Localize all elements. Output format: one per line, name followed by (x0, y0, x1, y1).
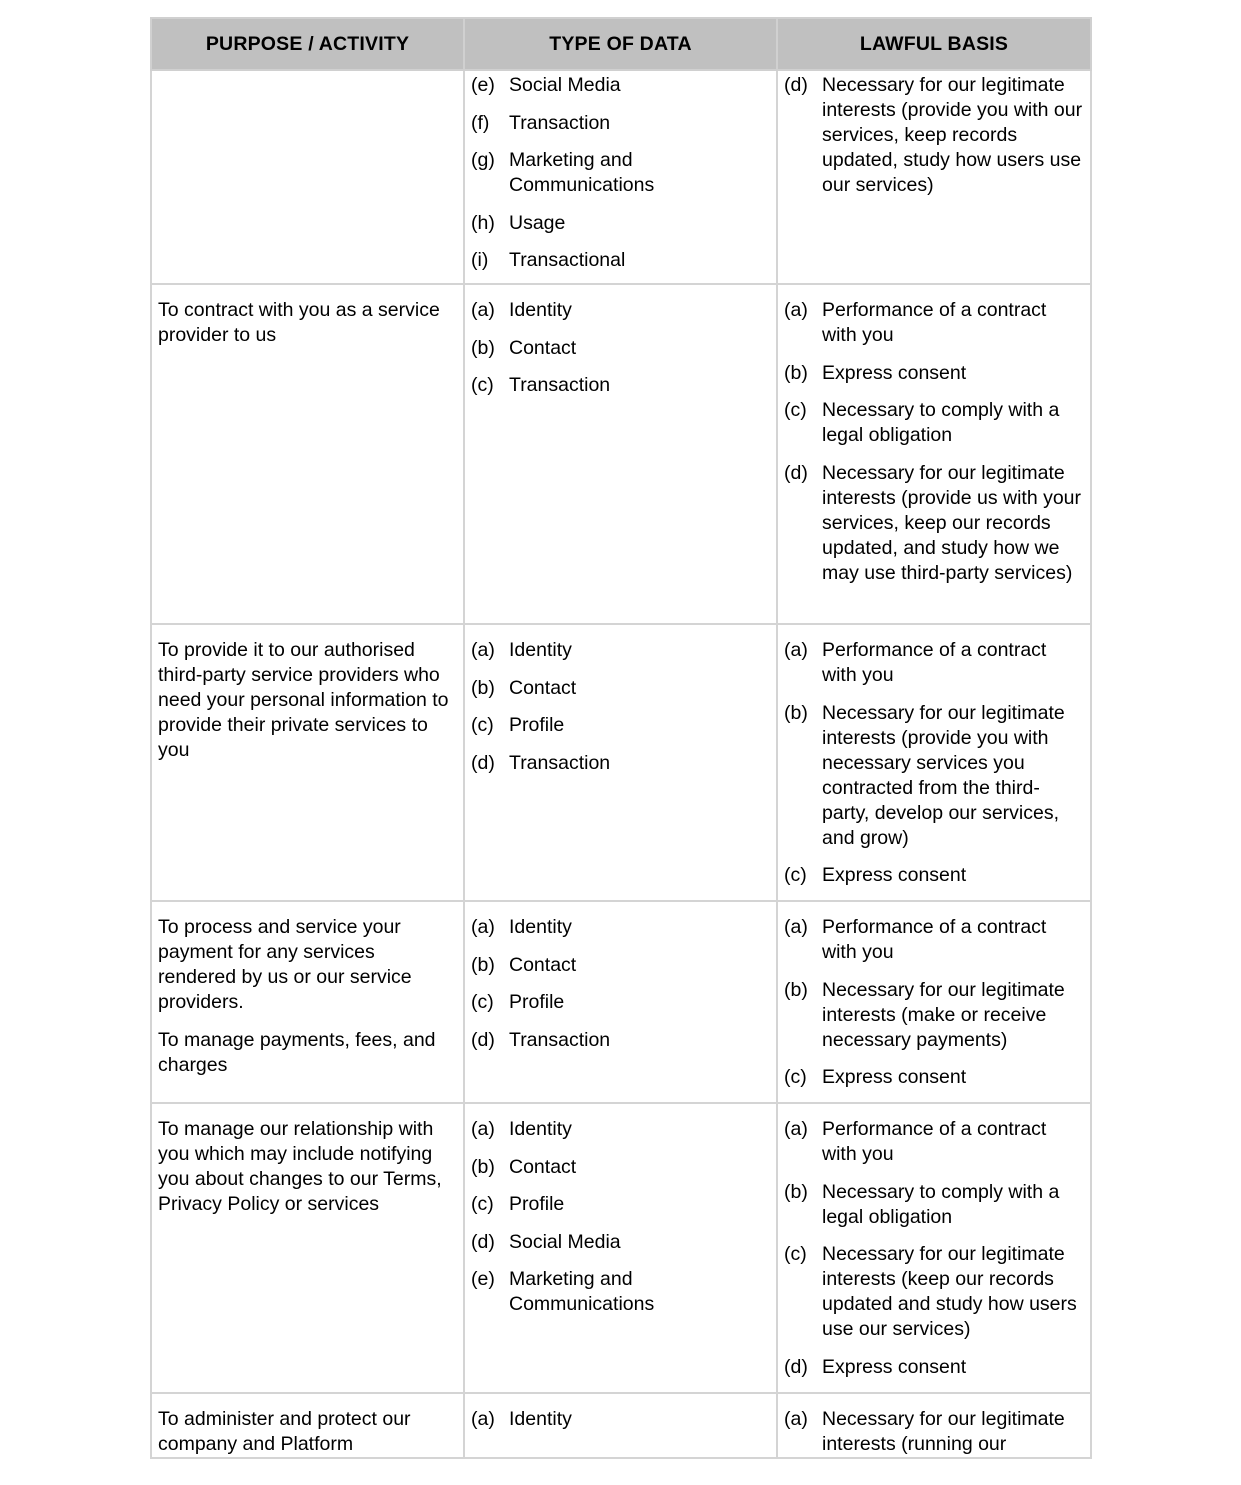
list-item-text: Transaction (509, 111, 611, 134)
list-item-text: Express consent (822, 361, 967, 384)
list-item-text: Identity (509, 1118, 572, 1140)
list-item-text: Necessary for our legitimate interests (make or receive necessary payments) (822, 978, 1065, 1051)
lawful-basis-item (784, 361, 1084, 386)
list-marker: (b) (471, 1155, 495, 1178)
lawful-basis-cell-list (784, 915, 1084, 1090)
data-type-item (471, 111, 770, 136)
lawful-basis-item (784, 638, 1084, 688)
purpose-text: To process and service your payment for any services rendered by us or our service providers. (158, 916, 412, 1013)
list-item-text: Social Media (509, 1230, 621, 1253)
list-marker: (e) (471, 74, 495, 96)
list-item-text: Contact (509, 676, 577, 699)
lawful-basis-item (784, 461, 1084, 586)
list-marker: (d) (784, 74, 808, 96)
data-type-item (471, 713, 770, 738)
list-item-text: Necessary to comply with a legal obligation (822, 1180, 1060, 1228)
lawful-basis-cell (777, 901, 1091, 1103)
list-item-text: Necessary for our legitimate interests (running our (822, 1408, 1065, 1455)
lawful-basis-item (784, 1407, 1084, 1457)
list-marker: (h) (471, 211, 495, 234)
purpose-text: To manage payments, fees, and charges (158, 1028, 436, 1076)
data-type-item (471, 676, 770, 701)
purpose-cell (151, 284, 464, 624)
purpose-cell (151, 1393, 464, 1458)
type-of-data-cell-list (471, 298, 770, 398)
header-type-of-data: TYPE OF DATA (464, 18, 777, 70)
list-item-text: Contact (509, 1155, 577, 1178)
list-item-text: Contact (509, 336, 577, 359)
list-item-text: Identity (509, 1408, 572, 1430)
list-marker: (c) (784, 1066, 807, 1088)
type-of-data-cell (464, 624, 777, 901)
list-item-text: Profile (509, 991, 565, 1013)
lawful-basis-item (784, 1355, 1084, 1380)
data-type-item (471, 148, 770, 198)
lawful-basis-item (784, 978, 1084, 1053)
data-type-item (471, 336, 770, 361)
lawful-basis-cell-list (784, 1117, 1084, 1380)
lawful-basis-cell (777, 1393, 1091, 1458)
list-marker: (c) (784, 1243, 807, 1265)
list-marker: (b) (471, 336, 495, 359)
list-item-text: Contact (509, 953, 577, 976)
data-type-item (471, 915, 770, 940)
lawful-basis-table (150, 17, 1092, 1459)
lawful-basis-item (784, 701, 1084, 851)
list-item-text: Necessary for our legitimate interests (keep our records updated and study how users use our services) (822, 1243, 1077, 1340)
header-purpose-activity: PURPOSE / ACTIVITY (151, 18, 464, 70)
lawful-basis-item (784, 298, 1084, 348)
list-item-text: Transactional (509, 249, 626, 271)
data-type-item (471, 638, 770, 663)
purpose-text: To contract with you as a service provider to us (158, 299, 440, 346)
purpose-cell (151, 70, 464, 284)
list-marker: (d) (784, 1355, 808, 1378)
table-header-row (151, 18, 1091, 70)
purpose-text: To manage our relationship with you which may include notifying you about changes to our Terms, Privacy Policy or services (158, 1118, 442, 1215)
list-marker: (d) (471, 1230, 495, 1253)
list-item-text: Transaction (509, 1028, 611, 1051)
type-of-data-cell-list (471, 638, 770, 776)
lawful-basis-item (784, 1242, 1084, 1342)
list-item-text: Performance of a contract with you (822, 1118, 1047, 1165)
lawful-basis-cell (777, 284, 1091, 624)
type-of-data-cell (464, 901, 777, 1103)
lawful-basis-cell-list (784, 298, 1084, 586)
list-marker: (a) (784, 1118, 808, 1140)
list-marker: (b) (784, 1180, 808, 1203)
list-marker: (f) (471, 111, 490, 134)
list-marker: (i) (471, 249, 489, 271)
data-type-item (471, 990, 770, 1015)
lawful-basis-cell (777, 70, 1091, 284)
list-item-text: Performance of a contract with you (822, 639, 1047, 686)
data-type-item (471, 1117, 770, 1142)
list-marker: (c) (784, 399, 807, 421)
table-row (151, 70, 1091, 284)
list-marker: (d) (784, 461, 808, 484)
data-type-item (471, 248, 770, 273)
purpose-cell (151, 901, 464, 1103)
list-item-text: Profile (509, 1193, 565, 1215)
purpose-cell (151, 624, 464, 901)
list-marker: (b) (784, 361, 808, 384)
type-of-data-cell-list (471, 73, 770, 273)
type-of-data-cell (464, 70, 777, 284)
type-of-data-cell-list (471, 1407, 770, 1432)
data-type-item (471, 953, 770, 978)
lawful-basis-cell-list (784, 638, 1084, 888)
data-type-item (471, 1230, 770, 1255)
list-marker: (a) (471, 1118, 495, 1140)
list-item-text: Express consent (822, 1066, 967, 1088)
table-row (151, 624, 1091, 901)
list-marker: (e) (471, 1268, 495, 1290)
lawful-basis-item (784, 1180, 1084, 1230)
type-of-data-cell (464, 1103, 777, 1393)
list-item-text: Marketing and Communications (509, 149, 655, 196)
list-marker: (a) (784, 916, 808, 938)
header-lawful-basis: LAWFUL BASIS (777, 18, 1091, 70)
list-item-text: Transaction (509, 374, 611, 396)
list-marker: (g) (471, 149, 495, 171)
list-item-text: Necessary for our legitimate interests (provide us with your services, keep our records updated, and study how we may use third-party services) (822, 461, 1082, 584)
data-type-item (471, 1192, 770, 1217)
list-item-text: Express consent (822, 864, 967, 886)
list-marker: (b) (471, 676, 495, 699)
list-marker: (a) (471, 639, 495, 661)
list-marker: (b) (471, 953, 495, 976)
lawful-basis-item (784, 1117, 1084, 1167)
table-row (151, 901, 1091, 1103)
list-marker: (c) (471, 374, 494, 396)
list-item-text: Identity (509, 639, 572, 661)
data-type-item (471, 73, 770, 98)
lawful-basis-item (784, 1065, 1084, 1090)
table-row (151, 284, 1091, 624)
list-item-text: Profile (509, 714, 565, 736)
list-marker: (a) (784, 1408, 808, 1430)
data-type-item (471, 373, 770, 398)
data-type-item (471, 1407, 770, 1432)
table-row (151, 1393, 1091, 1458)
type-of-data-cell-list (471, 915, 770, 1053)
list-marker: (a) (784, 639, 808, 661)
lawful-basis-cell-list (784, 73, 1084, 198)
list-item-text: Usage (509, 211, 566, 234)
lawful-basis-item (784, 863, 1084, 888)
purpose-text: To administer and protect our company and Platform (158, 1408, 411, 1455)
lawful-basis-cell (777, 1103, 1091, 1393)
list-marker: (a) (471, 916, 495, 938)
list-marker: (c) (471, 714, 494, 736)
lawful-basis-cell (777, 624, 1091, 901)
list-marker: (b) (784, 701, 808, 724)
list-marker: (a) (471, 299, 495, 321)
list-item-text: Identity (509, 299, 572, 321)
list-marker: (d) (471, 751, 495, 774)
type-of-data-cell (464, 284, 777, 624)
list-marker: (c) (471, 991, 494, 1013)
lawful-basis-cell-list (784, 1407, 1084, 1457)
data-type-item (471, 298, 770, 323)
list-item-text: Identity (509, 916, 572, 938)
list-item-text: Transaction (509, 751, 611, 774)
data-type-item (471, 1028, 770, 1053)
list-item-text: Performance of a contract with you (822, 299, 1047, 346)
list-item-text: Necessary to comply with a legal obligation (822, 399, 1060, 446)
list-marker: (c) (784, 864, 807, 886)
lawful-basis-item (784, 73, 1084, 198)
list-item-text: Performance of a contract with you (822, 916, 1047, 963)
lawful-basis-item (784, 398, 1084, 448)
list-marker: (d) (471, 1028, 495, 1051)
data-type-item (471, 1155, 770, 1180)
purpose-cell (151, 1103, 464, 1393)
list-item-text: Social Media (509, 74, 621, 96)
table-row (151, 1103, 1091, 1393)
type-of-data-cell-list (471, 1117, 770, 1317)
purpose-text: To provide it to our authorised third-party service providers who need your personal information to provide their private services to you (158, 639, 449, 761)
list-marker: (b) (784, 978, 808, 1001)
list-item-text: Marketing and Communications (509, 1268, 655, 1315)
data-type-item (471, 211, 770, 236)
list-item-text: Necessary for our legitimate interests (provide you with our services, keep records updated, study how users use our services) (822, 74, 1083, 196)
list-item-text: Express consent (822, 1355, 967, 1378)
data-type-item (471, 751, 770, 776)
list-item-text: Necessary for our legitimate interests (provide you with necessary services you contracted from the third-party, develop our services, and grow) (822, 701, 1065, 849)
list-marker: (a) (471, 1408, 495, 1430)
list-marker: (a) (784, 299, 808, 321)
list-marker: (c) (471, 1193, 494, 1215)
type-of-data-cell (464, 1393, 777, 1458)
lawful-basis-item (784, 915, 1084, 965)
data-type-item (471, 1267, 770, 1317)
